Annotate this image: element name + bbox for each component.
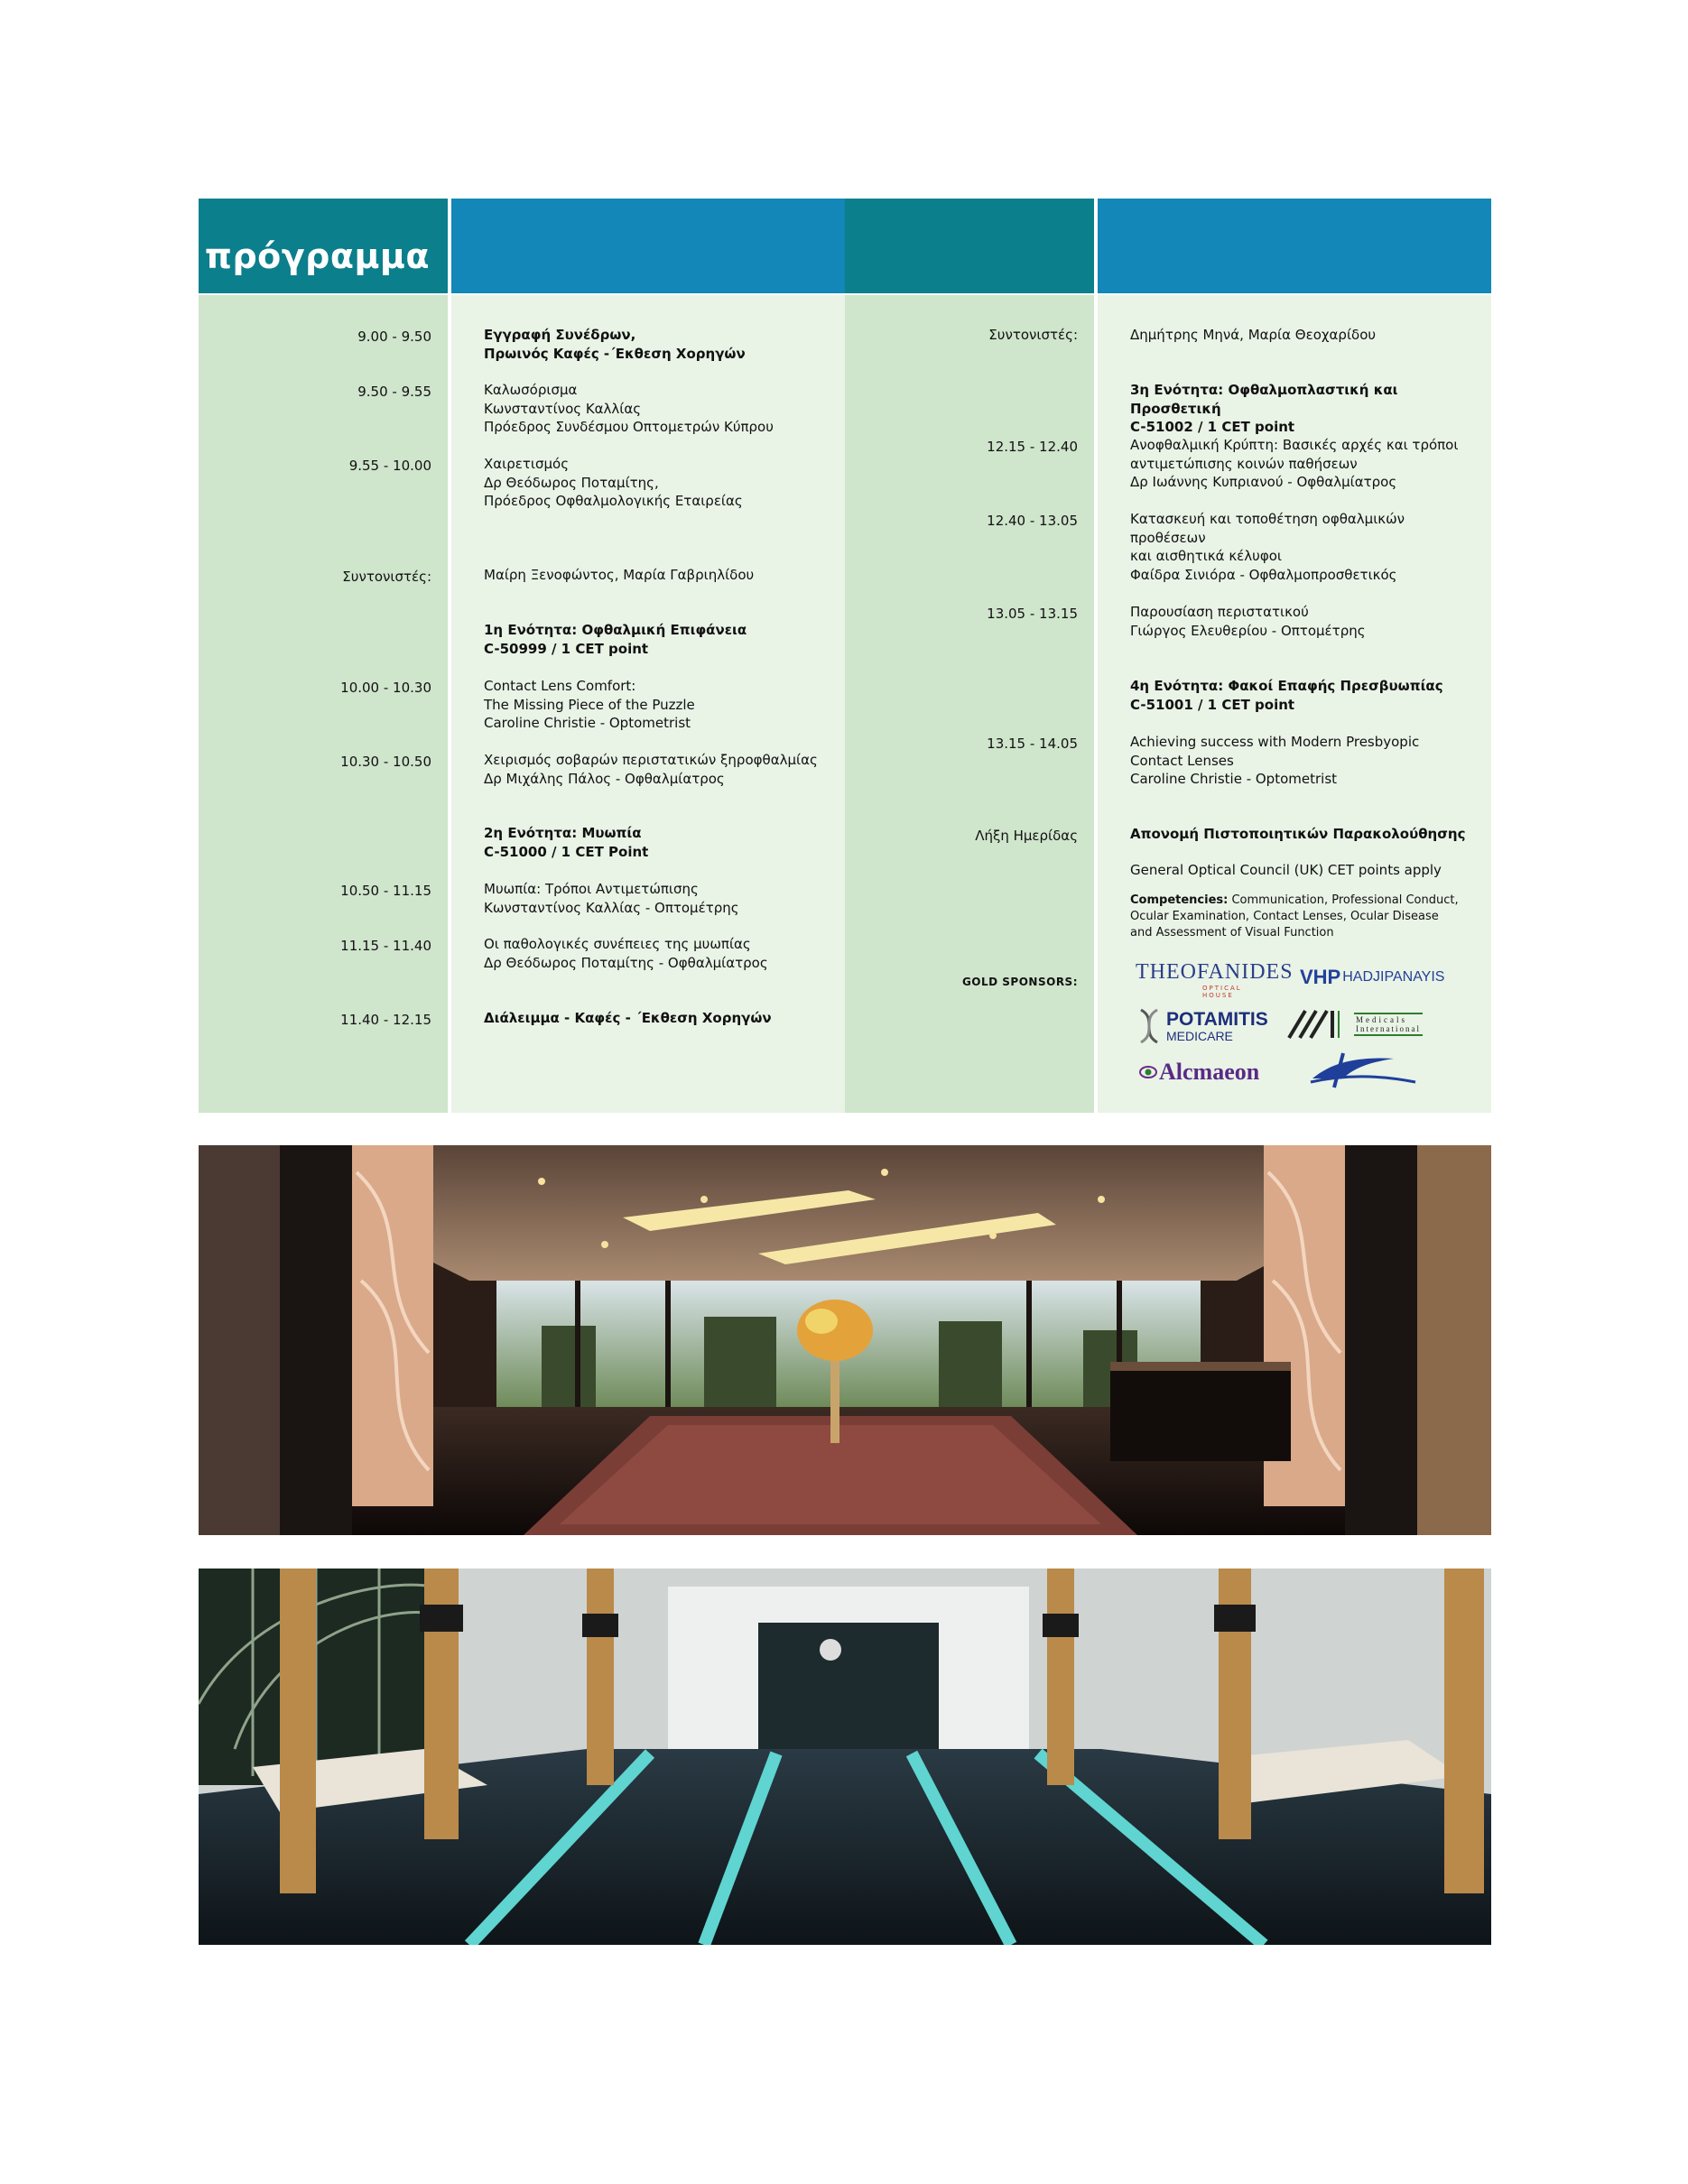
session-item: Μυωπία: Τρόποι Αντιμετώπισης Κωνσταντίνος Καλλίας - Οπτομέτρης [484, 881, 739, 916]
header-cell-2 [451, 199, 845, 293]
session-item: Χαιρετισμός Δρ Θεόδωρος Ποταμίτης, Πρόεδρος Οφθαλμολογικής Εταιρείας [484, 456, 743, 509]
competencies-label: Competencies: [1130, 893, 1229, 907]
pool-illustration [199, 1569, 1491, 1945]
time-label: Συντονιστές: [988, 327, 1078, 343]
sponsor-logo-alcmaeon [1139, 1056, 1284, 1088]
swoosh-logo-icon [1307, 1051, 1421, 1089]
competencies-text: Communication, Professional Conduct, Ocular Examination, Contact Lenses, Ocular Disease and Assessment of Visual Function [1130, 893, 1459, 939]
section-heading: 2η Ενότητα: Μυωπία C-51000 / 1 CET Point [484, 825, 649, 860]
sponsor-logo-swoosh [1307, 1050, 1424, 1090]
competencies [1130, 893, 1473, 941]
right-time-column [845, 295, 1094, 1113]
time-label: 13.15 - 14.05 [987, 736, 1078, 752]
sponsor-sub: International [1356, 1024, 1421, 1033]
time-label: Λήξη Ημερίδας [975, 828, 1078, 844]
eye-icon [1139, 1063, 1157, 1081]
time-label: Συντονιστές: [342, 569, 431, 585]
time-label: 9.50 - 9.55 [357, 384, 431, 400]
time-label: 12.40 - 13.05 [987, 513, 1078, 529]
time-label: 10.00 - 10.30 [340, 680, 431, 696]
pool-photo [199, 1569, 1491, 1945]
session-item: Achieving success with Modern Presbyopic Contact Lenses Caroline Christie - Optometrist [1130, 734, 1420, 787]
medicals-mark-icon [1287, 1009, 1350, 1040]
cet-note: General Optical Council (UK) CET points apply [1130, 862, 1442, 878]
session-item: Διάλειμμα - Καφές - ΄Εκθεση Χορηγών [484, 1010, 772, 1026]
sponsor-name: VHP [1300, 966, 1341, 988]
time-label: 13.05 - 13.15 [987, 606, 1078, 622]
section-heading: 4η Ενότητα: Φακοί Επαφής Πρεσβυωπίας C-51001 / 1 CET point [1130, 678, 1443, 713]
time-label: 11.15 - 11.40 [340, 938, 431, 954]
time-label: 9.55 - 10.00 [348, 458, 431, 474]
session-item: Καλωσόρισμα Κωνσταντίνος Καλλίας Πρόεδρος Συνδέσμου Οπτομετρών Κύπρου [484, 382, 774, 435]
sponsor-name: Alcmaeon [1159, 1059, 1260, 1085]
dna-icon [1137, 1008, 1161, 1044]
sponsor-sub: OPTICAL HOUSE [1202, 985, 1242, 999]
session-item: Μαίρη Ξενοφώντος, Μαρία Γαβριηλίδου [484, 567, 755, 583]
time-label: 10.30 - 10.50 [340, 754, 431, 770]
session-item: Ανοφθαλμική Κρύπτη: Βασικές αρχές και τρόποι αντιμετώπισης κοινών παθήσεων Δρ Ιωάννης Κυπριανού - Οφθαλμίατρος [1130, 437, 1459, 490]
session-item: Contact Lens Comfort: The Missing Piece of the Puzzle Caroline Christie - Optometrist [484, 678, 695, 731]
session-item: Χειρισμός σοβαρών περιστατικών ξηροφθαλμίας Δρ Μιχάλης Πάλος - Οφθαλμίατρος [484, 752, 818, 787]
time-label: 11.40 - 12.15 [340, 1012, 431, 1028]
sponsor-logo-theofanides [1136, 960, 1294, 999]
section-heading: 3η Ενότητα: Οφθαλμοπλαστική και Προσθετική C-51002 / 1 CET point [1130, 382, 1398, 435]
time-label: 10.50 - 11.15 [340, 883, 431, 899]
sponsor-logo-vhp [1300, 964, 1444, 991]
lobby-illustration [199, 1145, 1491, 1535]
time-label: 9.00 - 9.50 [357, 329, 431, 345]
session-item: Απονομή Πιστοποιητικών Παρακολούθησης [1130, 826, 1466, 842]
header-cell-4 [1098, 199, 1491, 293]
session-item: Δημήτρης Μηνά, Μαρία Θεοχαρίδου [1130, 327, 1377, 343]
sponsor-name: POTAMITIS [1166, 1008, 1268, 1030]
sponsor-sub: HADJIPANAYIS [1342, 969, 1445, 985]
lobby-photo [199, 1145, 1491, 1535]
header-cell-3 [845, 199, 1094, 293]
left-time-column [199, 295, 448, 1113]
session-item: Κατασκευή και τοποθέτηση οφθαλμικών προθέσεων και αισθητικά κέλυφοι Φαίδρα Σινιόρα - Οφθαλμοπροσθετικός [1130, 511, 1405, 583]
sponsor-logo-medicals [1287, 1007, 1450, 1041]
time-label: 12.15 - 12.40 [987, 439, 1078, 455]
sponsor-sub: MEDICARE [1166, 1028, 1233, 1043]
page-title: πρόγραμμα [204, 236, 430, 276]
sponsor-logo-potamitis [1137, 1005, 1273, 1047]
session-item: Οι παθολογικές συνέπειες της μυωπίας Δρ Θεόδωρος Ποταμίτης - Οφθαλμίατρος [484, 936, 768, 971]
session-item: Παρουσίαση περιστατικού Γιώργος Ελευθερίου - Οπτομέτρης [1130, 604, 1366, 639]
sponsor-name: THEOFANIDES [1136, 960, 1294, 984]
session-item: Εγγραφή Συνέδρων, Πρωινός Καφές -΄Εκθεση Χορηγών [484, 327, 746, 362]
sponsor-name: Medicals [1356, 1015, 1407, 1024]
section-heading: 1η Ενότητα: Οφθαλμική Επιφάνεια C-50999 / 1 CET point [484, 622, 747, 657]
sponsors-label: GOLD SPONSORS: [961, 976, 1078, 988]
